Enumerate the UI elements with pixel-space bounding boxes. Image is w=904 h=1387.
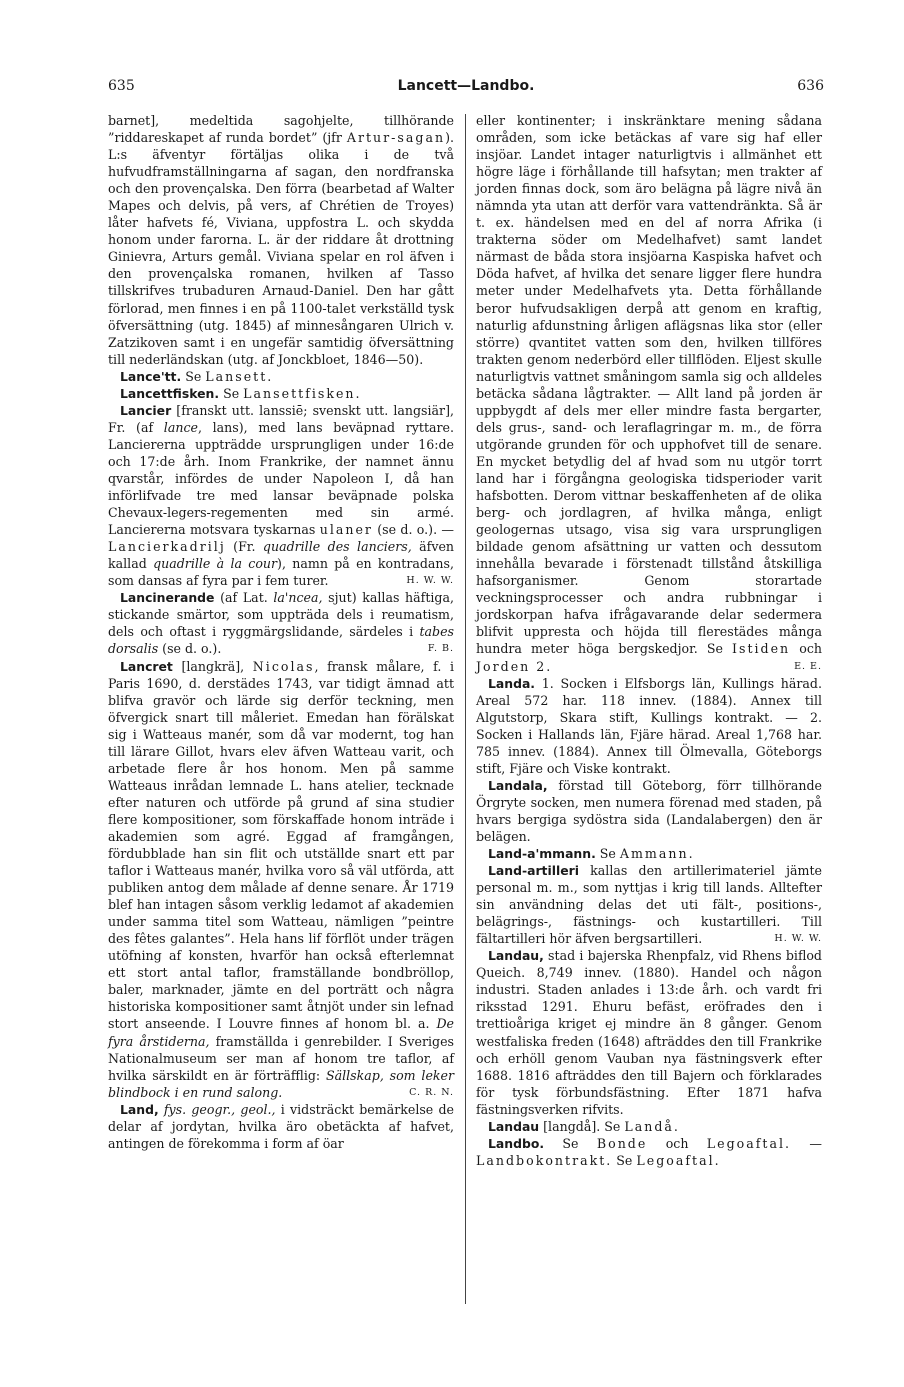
entry-lancett: Lance'tt. Se Lansett. — [120, 368, 274, 384]
author-signature: H. W. W. — [406, 575, 454, 587]
headword: Lancettfisken. — [120, 385, 220, 401]
headword: Lancier — [120, 402, 172, 418]
headword: Landau, — [488, 948, 544, 964]
headword: Landala, — [488, 777, 548, 793]
entry-landala: Landala, förstad till Göteborg, förr tillhörande Örgryte socken, men numera förenad med staden, på hvars bergiga sydöstra sida (Landalabergen) den är belägen. — [476, 777, 822, 844]
left-page-number: 635 — [108, 78, 135, 94]
entry-land-artilleri: Land-artilleri kallas den artillerimateriel jämte personal m. m., som nyttjas i krig till lands. Alltefter sin användning delas det uti fält-, positions-, belägrings-, fästnings- och kustartilleri. Till fältartilleri hör äfven bergsartilleri. H. W. W. — [476, 863, 822, 947]
column-divider — [465, 114, 466, 1304]
right-page-number: 636 — [797, 78, 824, 94]
entry-land: Land, fys. geogr., geol., i vidsträckt bemärkelse de delar af jordytan, hvilka äro obetäckta af hafvet, antingen de förekomma i form af öar — [108, 1101, 455, 1151]
running-title: Lancett—Landbo. — [397, 78, 535, 94]
entry-land-continuation: eller kontinenter; i inskränktare mening sådana områden, som icke betäckas af vare sig haf eller insjöar. Landet intager naturligtvis i allmänhet ett högre läge i förhållande till hafsytan; men trakter af jorden finnas dock, som äro belägna på lägre nivå än nämnda yta utan att derför vara vattendränkta. Så är t. ex. händelsen med en del af norra Afrika (i trakterna söder om Medelhafvet) samt landet närmast de båda stora insjöarna Kaspiska hafvet och Döda hafvet, af hvilka det senare ligger flere hundra meter under Medelhafvets yta. Detta förhållande beror hufvudsakligen derpå att genom en kraftig, naturlig afdunstning årligen aflägsnas lika stor (eller större) qvantitet vatten som den, hvilken tillföres trakten genom nederbörd eller tillflöden. Eljest skulle naturligtvis vattnet småningom samla sig och alldeles betäcka sådana lågtrakter. — Allt land på jorden är uppbygdt af dels mer eller mindre fasta bergarter, dels grus-, sand- och leraflagringar m. m., de förra utgörande grunden för och upphofvet till de senare. En mycket betydlig del af hvad som nu utgör torrt land har i förgångna geologiska tidsperioder varit hafsbotten. Derom vittnar beskaffenheten af de olika berg- och jordlagren, af hvilka många, enligt geologernas utsago, visa sig vara ursprungligen bildade genom afsättning ur vatten och dessutom innehålla bevarade i förstenadt tillstånd åtskilliga hafsorganismer. Genom storartade veckningsprocesser och andra rubbningar i jordskorpan hafva ifrågavarande delar sedermera blifvit uppresta och höjda till flerestädes många hundra meter höga bergskedjor. Se Istiden och Jorden 2. E. E. — [476, 113, 822, 674]
headword: Landa. — [488, 675, 536, 691]
entry-continuation: barnet], medeltida sagohjelte, tillhörande ”riddareskapet af runda bordet” (jfr Artur-sagan). L:s äfventyr förtäljas olika i de två hufvudframställningarna af sagan, den nordfranska och den provençalska. Den förra (bearbetad af Walter Mapes och delvis, på vers, af Chrétien de Troyes) låter hafvets fé, Viviana, uppfostra L. och skydda honom under farorna. L. är der riddare åt drottning Ginievra, Arturs gemål. Viviana spelar en rol äfven i den provençalska romanen, hvilken af Tasso tillskrifves trubaduren Arnaud-Daniel. Den har gått förlorad, men finnes i en på 1100-talet verkställd tysk öfversättning (utg. 1845) af minnesångaren Ulrich v. Zatzikoven samt i en ungefär samtidig öfversättning till nederländskan (utg. af Jonckbloet, 1846—50). — [108, 113, 454, 367]
page-header — [108, 78, 824, 102]
author-signature: F. B. — [427, 643, 454, 655]
entry-lancret: Lancret [langkrä], Nicolas, fransk målare, f. i Paris 1690, d. derstädes 1743, var tidigt ämnad att blifva gravör och lärde sig derför teckning, men öfvergick snart till måleriet. Emedan han förälskat sig i Watteaus manér, som då var modernt, tog han till lärare Gillot, hvars elev äfven Watteau varit, och arbetade flere år hos honom. Men på samme Watteaus inrådan lemnade L. hans atelier, tecknade efter naturen och utförde på grund af sina studier flere kompositioner, som förskaffade honom inträde i akademien som agré. Eggad af framgången, fördubblade han sin flit och utställde snart ett par taflor i Watteaus manér, hvilka voro så väl utförda, att publiken antog dem målade af denne senare. År 1719 blef han intagen såsom verklig ledamot af akademien under samma titel som Watteau, nämligen ”peintre des fêtes galantes”. Hela hans lif förflöt under trägen utöfning af konsten, hvarför han också efterlemnat ett stort antal taflor, framställande bondbröllop, baler, marknader, jämte en del porträtt och några historiska kompositioner samt åtnjöt under sin lefnad stort anseende. I Louvre finnes af honom bl. a. De fyra årstiderna, framställda i genrebilder. I Sveriges Nationalmuseum ser man af honom tre taflor, af hvilka särskildt en är förträfflig: Sällskap, som leker blindbock i en rund salong. C. R. N. — [108, 658, 455, 1100]
headword: Land-artilleri — [488, 863, 579, 879]
headword: Landbo. — [488, 1135, 545, 1151]
entry-lancier: Lancier [franskt utt. lanssiē; svenskt utt. langsiär], Fr. (af lance, lans), med lans beväpnad ryttare. Lanciererna uppträdde ursprungligen under 16:de och 17:de årh. Inom Frankrike, der namnet ännu qvarstår, infördes de under Napoleon I, då han införlifvade tre med lansar beväpnade polska Chevaux-legers-regementen med sin armé. Lanciererna motsvara tyskarnas ulaner (se d. o.). — Lancierkadrilj (Fr. quadrille des lanciers, äfven kallad quadrille à la cour), namn på en kontradans, som dansas af fyra par i fem turer. H. W. W. — [108, 402, 455, 589]
headword: Lancinerande — [120, 590, 215, 606]
author-signature: E. E. — [794, 660, 822, 672]
headword: Land-a'mmann. — [488, 846, 596, 862]
author-signature: H. W. W. — [774, 933, 822, 945]
headword: Lancret — [120, 658, 173, 674]
entry-lancinerande: Lancinerande (af Lat. la'ncea, sjut) kallas häftiga, stickande smärtor, som uppträda dels i reumatism, dels och oftast i ryggmärgslidande, särdeles i tabes dorsalis (se d. o.). F. B. — [108, 590, 454, 657]
headword: Landau — [488, 1118, 540, 1134]
entry-lancettfisken: Lancettfisken. Se Lansettfisken. — [120, 385, 362, 401]
headword: Land, — [120, 1101, 159, 1117]
entry-landbo: Landbo. Se Bonde och Legoaftal. — Landbokontrakt. Se Legoaftal. — [476, 1135, 822, 1168]
right-column — [476, 112, 822, 1169]
author-signature: C. R. N. — [409, 1086, 454, 1098]
left-column — [108, 112, 454, 1152]
headword: Lance'tt. — [120, 368, 182, 384]
entry-landau-vehicle: Landau [langdå]. Se Landå. — [488, 1118, 680, 1134]
entry-landa: Landa. 1. Socken i Elfsborgs län, Kullings härad. Areal 572 har. 118 innev. (1884). Annex till Algutstorp, Skara stift, Kullings kontrakt. — 2. Socken i Hallands län, Fjäre härad. Areal 1,768 har. 785 innev. (1884). Annex till Ölmevalla, Göteborgs stift, Fjäre och Viske kontrakt. — [476, 675, 822, 776]
entry-landau: Landau, stad i bajerska Rhenpfalz, vid Rhens biflod Queich. 8,749 innev. (1880). Handel och någon industri. Staden anlades i 13:de årh. och vardt fri riksstad 1291. Ehuru befäst, eröfrades den i trettioåriga kriget ej mindre än 8 gånger. Genom westfaliska freden (1648) afträddes den till Frankrike och erhöll genom Vauban nya fästningsverk efter 1688. 1816 afträddes den till Bajern och förklarades för tysk förbundsfästning. Efter 1871 hafva fästningsverken rifvits. — [476, 948, 822, 1117]
entry-land-ammann: Land-a'mmann. Se Ammann. — [488, 846, 695, 862]
